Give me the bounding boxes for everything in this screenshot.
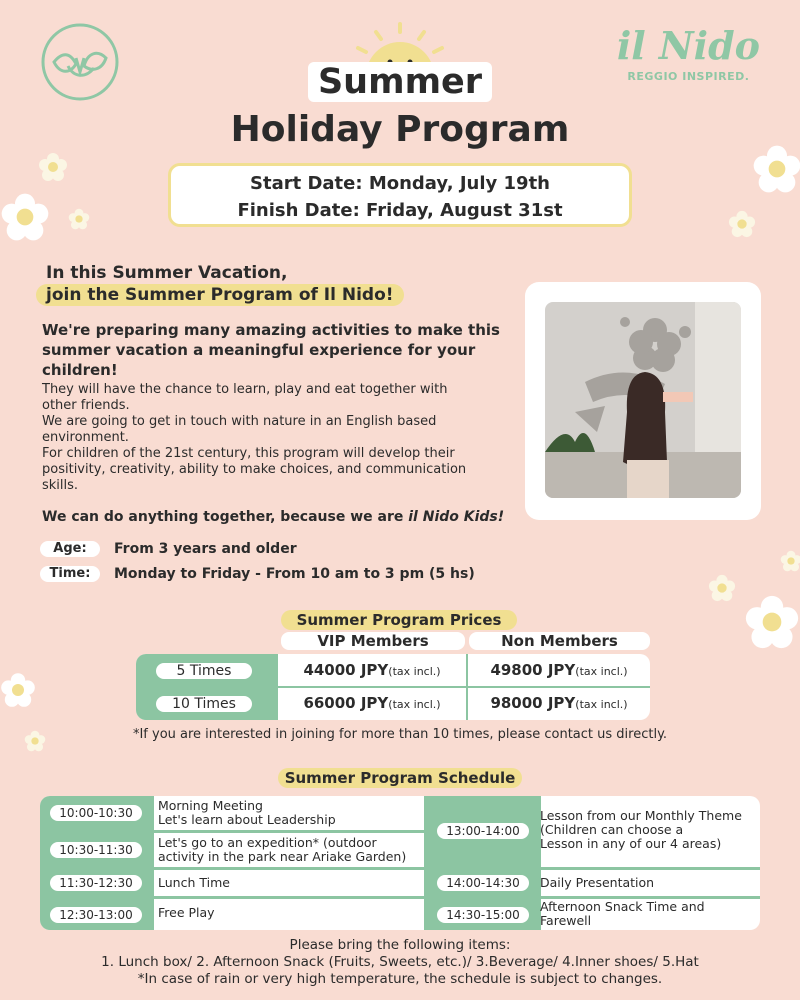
schedule-activity: Let's go to an expedition* (outdoor activity in the park near Ariake Garden) <box>158 835 407 864</box>
non-members-header: Non Members <box>469 632 650 650</box>
vip-price: 44000 JPY(tax incl.) <box>303 661 441 679</box>
small-flower-icon <box>708 574 736 602</box>
intro-paragraph-2: We are going to get in touch with nature in an English based environment. <box>42 414 437 445</box>
small-flower-icon <box>728 210 756 238</box>
intro-heading-1: In this Summer Vacation, <box>46 263 288 283</box>
brand-name: il Nido <box>616 23 760 68</box>
small-flower-icon <box>38 152 68 182</box>
intro-paragraph-3: For children of the 21st century, this program will develop their positivity, creativity, ability to make choices, and communication skills. <box>42 446 467 493</box>
large-flower-icon <box>0 192 50 242</box>
time-label: Time: <box>40 566 100 582</box>
start-date: Start Date: Monday, July 19th <box>250 173 550 194</box>
bring-heading: Please bring the following items: <box>289 937 511 953</box>
intro-body <box>42 382 482 494</box>
weather-note: *In case of rain or very high temperature, the schedule is subject to changes. <box>137 971 663 987</box>
schedule-time-cell: 10:30-11:30 <box>40 833 154 867</box>
price-row <box>136 654 650 687</box>
schedule-activity: Afternoon Snack Time and Farewell <box>540 899 705 928</box>
price-row-label: 10 Times <box>156 696 252 712</box>
bring-items-note <box>0 937 800 988</box>
vip-members-header: VIP Members <box>281 632 465 650</box>
brand-tagline: REGGIO INSPIRED. <box>627 70 750 83</box>
non-member-price: 98000 JPY(tax incl.) <box>490 694 628 712</box>
title-holiday-program: Holiday Program <box>230 109 570 150</box>
schedule-activity: Daily Presentation <box>540 875 655 890</box>
schedule-time-cell: 14:30-15:00 <box>427 899 541 930</box>
age-value: From 3 years and older <box>114 541 297 557</box>
intro-heading-2: join the Summer Program of Il Nido! <box>36 284 404 306</box>
bring-list: 1. Lunch box/ 2. Afternoon Snack (Fruits, Sweets, etc.)/ 3.Beverage/ 4.Inner shoes/ 5.Hat <box>101 954 699 970</box>
schedule-activity: Morning Meeting Let's learn about Leadership <box>158 798 336 827</box>
schedule-activity: Lunch Time <box>158 875 230 890</box>
table-divider <box>136 686 650 688</box>
prices-note: *If you are interested in joining for more than 10 times, please contact us directly. <box>132 727 668 742</box>
non-member-price: 49800 JPY(tax incl.) <box>490 661 628 679</box>
tiny-flower-icon <box>780 550 800 572</box>
intro-lead: We're preparing many amazing activities to make this summer vacation a meaningful experience for your children! <box>42 321 500 379</box>
large-flower-icon <box>744 594 800 650</box>
medium-flower-icon <box>0 672 36 708</box>
prices-title: Summer Program Prices <box>281 610 517 630</box>
table-divider <box>466 654 468 720</box>
schedule-time-cell: 14:00-14:30 <box>427 870 541 896</box>
schedule-activity: Free Play <box>158 905 215 920</box>
price-row-label: 5 Times <box>156 663 252 679</box>
finish-date: Finish Date: Friday, August 31st <box>237 200 563 221</box>
together-statement: We can do anything together, because we are il Nido Kids! <box>42 509 505 525</box>
intro-paragraph-1: They will have the chance to learn, play and eat together with other friends. <box>42 382 448 413</box>
age-label: Age: <box>40 541 100 557</box>
price-row <box>136 687 650 720</box>
schedule-time-cell: 13:00-14:00 <box>427 796 541 867</box>
tiny-flower-icon <box>68 208 90 230</box>
photo-card <box>525 282 761 520</box>
schedule-time-cell: 11:30-12:30 <box>40 870 154 896</box>
time-value: Monday to Friday - From 10 am to 3 pm (5 hs) <box>114 566 475 582</box>
schedule-time-cell: 10:00-10:30 <box>40 796 154 830</box>
schedule-time-cell: 12:30-13:00 <box>40 899 154 930</box>
child-shadow-play-photo <box>545 302 741 498</box>
schedule-activity: Lesson from our Monthly Theme (Children can choose a Lesson in any of our 4 areas) <box>540 808 742 851</box>
schedule-table <box>40 796 760 930</box>
price-table <box>136 654 650 720</box>
vip-price: 66000 JPY(tax incl.) <box>303 694 441 712</box>
schedule-title: Summer Program Schedule <box>278 768 522 788</box>
table-divider <box>276 654 278 720</box>
title-summer: Summer <box>0 62 800 102</box>
dates-box <box>168 163 632 227</box>
